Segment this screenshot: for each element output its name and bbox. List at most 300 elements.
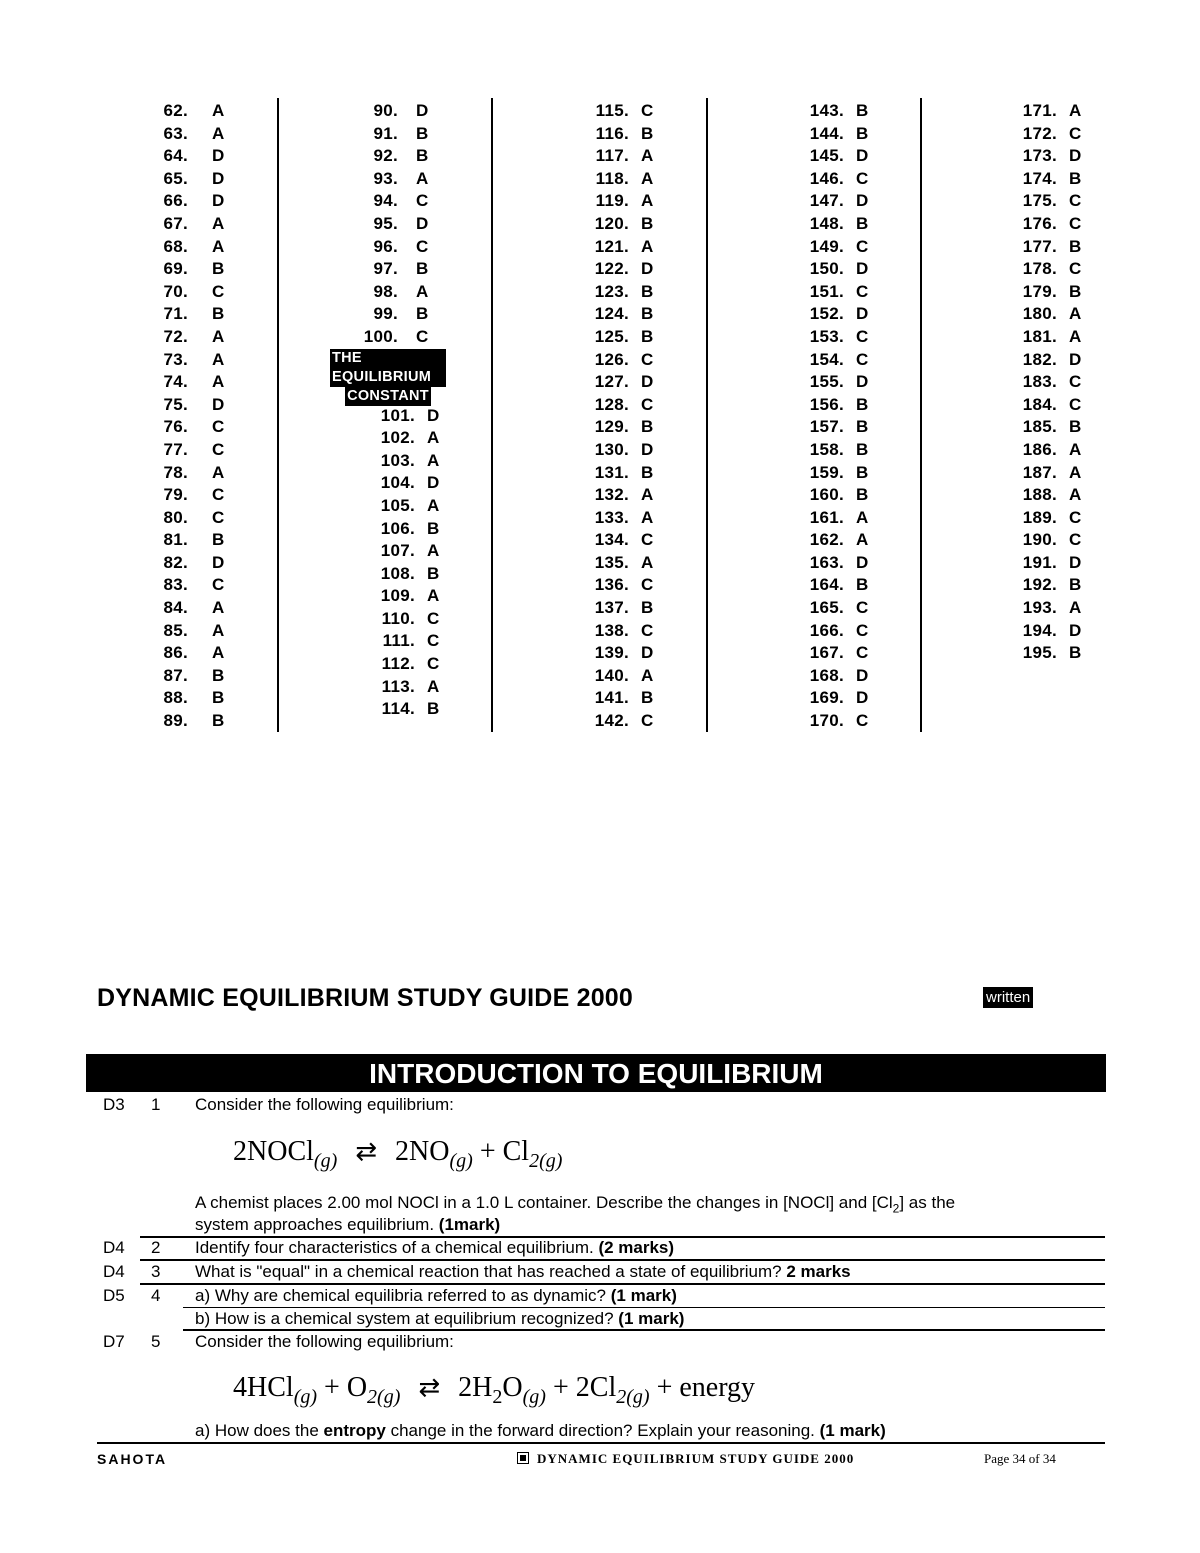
question-number: 135. — [594, 552, 629, 572]
answer-row — [150, 416, 225, 439]
section-heading-line2: CONSTANT — [347, 387, 429, 404]
answer-letter: C — [856, 349, 869, 369]
question-number: 112. — [381, 654, 415, 674]
q3-code: D4 — [103, 1262, 125, 1281]
question-number: 115. — [595, 101, 629, 120]
question-number: 65. — [163, 168, 188, 188]
answer-letter: B — [641, 462, 654, 482]
answer-row — [1013, 303, 1082, 326]
answer-row — [360, 518, 446, 541]
answer-row — [1013, 213, 1082, 236]
question-number: 95. — [373, 213, 398, 233]
question-number: 123. — [594, 281, 629, 301]
answer-row — [800, 665, 869, 688]
answer-row — [1013, 529, 1082, 552]
answer-row — [1013, 642, 1082, 665]
answer-row — [800, 145, 869, 168]
answer-letter: C — [212, 575, 225, 595]
answer-row — [1013, 507, 1082, 530]
question-number: 63. — [163, 123, 188, 143]
answer-row — [1013, 552, 1082, 575]
answer-letter: C — [1069, 530, 1082, 550]
question-number: 85. — [163, 620, 188, 640]
answer-row — [585, 620, 654, 643]
answer-letter: A — [212, 620, 225, 640]
q1-equation: 2NOCl$_{(g)}$ ⇄ $2NO_{(g)} + Cl_{2(g)}$ — [233, 1136, 563, 1172]
question-number: 97. — [373, 259, 398, 279]
question-number: 188. — [1022, 485, 1057, 505]
question-number: 156. — [809, 394, 844, 414]
answer-letter: B — [212, 711, 225, 731]
answer-row — [585, 507, 654, 530]
answer-row — [585, 484, 654, 507]
q5-text: Consider the following equilibrium: — [195, 1332, 454, 1351]
question-number: 81. — [163, 530, 188, 550]
answer-row — [585, 597, 654, 620]
answer-letter: A — [1069, 598, 1082, 618]
answer-row — [360, 281, 446, 304]
answer-row — [800, 462, 869, 485]
answer-letter: D — [856, 146, 869, 166]
answer-row — [360, 608, 446, 631]
question-number: 151. — [809, 281, 844, 301]
answer-row — [585, 326, 654, 349]
answer-letter: C — [427, 654, 440, 674]
column-divider — [491, 98, 493, 732]
answer-letter: D — [856, 552, 869, 572]
answer-letter: C — [641, 394, 654, 414]
answer-row — [1013, 281, 1082, 304]
answer-letter: B — [856, 485, 869, 505]
answer-row — [360, 100, 446, 123]
footer-rule — [97, 1442, 1105, 1444]
question-number: 142. — [594, 711, 629, 731]
answer-letter: A — [856, 530, 869, 550]
question-number: 182. — [1022, 349, 1057, 369]
answer-letter: B — [856, 462, 869, 482]
question-number: 101. — [380, 405, 415, 425]
answer-row — [360, 472, 446, 495]
footer-title: DYNAMIC EQUILIBRIUM STUDY GUIDE 2000 — [517, 1451, 854, 1467]
question-number: 119. — [595, 191, 629, 211]
answer-row — [800, 710, 869, 733]
question-number: 69. — [163, 259, 188, 279]
answer-letter: A — [212, 326, 225, 346]
question-number: 195. — [1022, 643, 1057, 663]
answer-letter: B — [856, 417, 869, 437]
answer-letter: A — [427, 450, 440, 470]
answer-letter: A — [212, 349, 225, 369]
answer-letter: C — [427, 631, 440, 651]
answer-letter: B — [856, 101, 869, 120]
question-number: 121. — [594, 236, 629, 256]
answer-row — [585, 190, 654, 213]
q1-number: 1 — [151, 1095, 161, 1114]
question-number: 161. — [809, 507, 844, 527]
question-number: 67. — [163, 213, 188, 233]
question-number: 177. — [1022, 236, 1057, 256]
answer-row — [150, 484, 225, 507]
answer-row — [1013, 462, 1082, 485]
answer-letter: A — [641, 665, 654, 685]
answer-letter: C — [427, 608, 440, 628]
q4a-text: a) Why are chemical equilibria referred to as dynamic? (1 mark) — [195, 1286, 677, 1305]
answer-row — [585, 123, 654, 146]
answer-column-1 — [150, 100, 225, 733]
question-number: 100. — [363, 326, 398, 346]
answer-row — [360, 123, 446, 146]
answer-letter: D — [212, 191, 225, 211]
question-number: 180. — [1022, 304, 1057, 324]
title-part2: EQUILIBRIUM STUDY GUIDE 2000 — [215, 984, 633, 1012]
answer-row — [360, 540, 446, 563]
answer-row — [800, 574, 869, 597]
question-number: 74. — [163, 372, 188, 392]
answer-letter: C — [641, 530, 654, 550]
answer-letter: B — [641, 688, 654, 708]
answer-letter: C — [856, 598, 869, 618]
answer-row — [360, 190, 446, 213]
answer-row — [150, 236, 225, 259]
answer-row — [360, 653, 446, 676]
q5-equation: $4HCl_{(g)} + O_{2(g)}$ ⇄ $2H_2O_{(g)} + 2Cl_{2(g)}$ + energy — [233, 1372, 756, 1408]
answer-row — [1013, 349, 1082, 372]
answer-letter: B — [1069, 643, 1082, 663]
answer-letter: D — [1069, 620, 1082, 640]
answer-letter: A — [641, 168, 654, 188]
answer-letter: B — [212, 665, 225, 685]
question-number: 191. — [1022, 552, 1057, 572]
question-number: 94. — [373, 191, 398, 211]
answer-letter: A — [427, 586, 440, 606]
answer-row — [150, 665, 225, 688]
answer-letter: A — [1069, 462, 1082, 482]
answer-letter: A — [212, 123, 225, 143]
q4-code: D5 — [103, 1286, 125, 1305]
answer-letter: D — [416, 213, 429, 233]
answer-row — [585, 552, 654, 575]
answer-row — [585, 213, 654, 236]
answer-letter: A — [641, 146, 654, 166]
answer-row — [800, 484, 869, 507]
question-number: 80. — [163, 507, 188, 527]
question-number: 165. — [809, 598, 844, 618]
answer-row — [150, 394, 225, 417]
question-number: 132. — [594, 485, 629, 505]
answer-letter: B — [641, 123, 654, 143]
answer-row — [1013, 394, 1082, 417]
answer-row — [150, 710, 225, 733]
question-number: 90. — [373, 101, 398, 120]
answer-letter: B — [427, 699, 440, 719]
question-number: 152. — [809, 304, 844, 324]
question-number: 110. — [381, 608, 415, 628]
question-number: 109. — [380, 586, 415, 606]
answer-column-2 — [332, 100, 446, 721]
answer-row — [585, 145, 654, 168]
answer-letter: C — [856, 236, 869, 256]
answer-letter: A — [1069, 485, 1082, 505]
question-number: 163. — [809, 552, 844, 572]
q3-number: 3 — [151, 1262, 161, 1281]
question-number: 158. — [809, 439, 844, 459]
question-number: 79. — [163, 485, 188, 505]
answer-row — [360, 495, 446, 518]
q4-number: 4 — [151, 1286, 161, 1305]
answer-letter: B — [641, 281, 654, 301]
answer-row — [800, 529, 869, 552]
answer-row — [585, 687, 654, 710]
answer-row — [150, 168, 225, 191]
answer-letter: D — [641, 439, 654, 459]
answer-row — [360, 326, 446, 349]
q5a-text: a) How does the entropy change in the forward direction? Explain your reasoning. (1 mark) — [195, 1421, 886, 1440]
answer-row — [360, 676, 446, 699]
question-number: 86. — [163, 643, 188, 663]
answer-row — [800, 168, 869, 191]
answer-row — [800, 597, 869, 620]
section-heading-line1: THE EQUILIBRIUM — [330, 349, 446, 387]
answer-letter: D — [856, 665, 869, 685]
answer-row — [1013, 326, 1082, 349]
answer-letter: B — [212, 259, 225, 279]
answer-row — [585, 303, 654, 326]
answer-row — [800, 552, 869, 575]
answer-letter: C — [641, 620, 654, 640]
question-number: 189. — [1022, 507, 1057, 527]
answer-row — [1013, 371, 1082, 394]
answer-row — [1013, 100, 1082, 123]
answer-letter: A — [1069, 304, 1082, 324]
answer-row — [150, 597, 225, 620]
question-number: 160. — [809, 485, 844, 505]
answer-row — [800, 349, 869, 372]
answer-letter: B — [641, 326, 654, 346]
page-number: Page 34 of 34 — [984, 1451, 1056, 1466]
question-number: 170. — [809, 711, 844, 731]
answer-row — [360, 258, 446, 281]
answer-letter: B — [856, 439, 869, 459]
answer-letter: C — [212, 507, 225, 527]
question-number: 68. — [163, 236, 188, 256]
answer-row — [1013, 168, 1082, 191]
answer-row — [800, 236, 869, 259]
answer-letter: C — [856, 643, 869, 663]
question-number: 193. — [1022, 598, 1057, 618]
question-number: 124. — [594, 304, 629, 324]
answer-letter: D — [641, 259, 654, 279]
answer-row — [800, 123, 869, 146]
answer-letter: C — [856, 711, 869, 731]
answer-row — [1013, 574, 1082, 597]
question-number: 93. — [373, 168, 398, 188]
question-number: 187. — [1022, 462, 1057, 482]
answer-row — [800, 642, 869, 665]
answer-letter: C — [856, 326, 869, 346]
q1-description: A chemist places 2.00 mol NOCl in a 1.0 L container. Describe the changes in [NOCl] and $[Cl_2]$ as the — [195, 1193, 956, 1216]
question-number: 66. — [163, 191, 188, 211]
equilibrium-arrow-icon: ⇄ — [418, 1373, 441, 1403]
question-number: 157. — [809, 417, 844, 437]
question-number: 140. — [594, 665, 629, 685]
answer-row — [360, 698, 446, 721]
answer-letter: A — [641, 485, 654, 505]
answer-row — [150, 100, 225, 123]
answer-row — [585, 642, 654, 665]
answer-row — [800, 281, 869, 304]
answer-row — [360, 563, 446, 586]
question-number: 145. — [809, 146, 844, 166]
answer-letter: D — [856, 191, 869, 211]
answer-row — [585, 529, 654, 552]
answer-letter: C — [212, 417, 225, 437]
answer-row — [800, 371, 869, 394]
answer-row — [585, 236, 654, 259]
question-number: 99. — [373, 304, 398, 324]
answer-row — [800, 507, 869, 530]
answer-row — [150, 439, 225, 462]
answer-letter: B — [1069, 575, 1082, 595]
question-number: 72. — [163, 326, 188, 346]
answer-letter: B — [641, 304, 654, 324]
answer-letter: C — [641, 101, 654, 120]
answer-letter: B — [641, 417, 654, 437]
question-number: 186. — [1022, 439, 1057, 459]
q1-description-line2: system approaches equilibrium. (1mark) — [195, 1215, 501, 1234]
question-number: 194. — [1022, 620, 1057, 640]
question-number: 149. — [809, 236, 844, 256]
question-number: 155. — [809, 372, 844, 392]
answer-row — [150, 303, 225, 326]
answer-row — [150, 371, 225, 394]
question-number: 148. — [809, 213, 844, 233]
answer-letter: D — [1069, 552, 1082, 572]
question-number: 73. — [163, 349, 188, 369]
answer-letter: A — [1069, 439, 1082, 459]
question-number: 78. — [163, 462, 188, 482]
q2-code: D4 — [103, 1238, 125, 1257]
question-number: 181. — [1022, 326, 1057, 346]
question-number: 91. — [373, 123, 398, 143]
question-number: 83. — [163, 575, 188, 595]
answer-row — [800, 190, 869, 213]
answer-row — [1013, 439, 1082, 462]
question-number: 114. — [381, 699, 415, 719]
answer-letter: A — [427, 676, 440, 696]
answer-letter: D — [1069, 349, 1082, 369]
answer-row — [150, 258, 225, 281]
answer-letter: D — [212, 552, 225, 572]
question-number: 87. — [163, 665, 188, 685]
question-number: 162. — [809, 530, 844, 550]
question-number: 96. — [373, 236, 398, 256]
answer-row — [800, 303, 869, 326]
question-number: 92. — [373, 146, 398, 166]
question-number: 147. — [809, 191, 844, 211]
q5-code: D7 — [103, 1332, 125, 1351]
answer-letter: D — [856, 304, 869, 324]
answer-letter: A — [212, 598, 225, 618]
question-number: 98. — [373, 281, 398, 301]
question-number: 118. — [595, 168, 629, 188]
question-number: 137. — [594, 598, 629, 618]
question-number: 185. — [1022, 417, 1057, 437]
answer-row — [800, 439, 869, 462]
answer-letter: C — [1069, 394, 1082, 414]
question-number: 62. — [163, 101, 188, 120]
answer-row — [800, 620, 869, 643]
section-heading-equilibrium-constant — [330, 349, 446, 406]
question-number: 164. — [809, 575, 844, 595]
answer-row — [585, 439, 654, 462]
question-number: 71. — [163, 304, 188, 324]
q2-number: 2 — [151, 1238, 161, 1257]
answer-row — [1013, 190, 1082, 213]
answer-letter: B — [416, 123, 429, 143]
question-number: 167. — [809, 643, 844, 663]
question-number: 130. — [594, 439, 629, 459]
answer-letter: B — [1069, 236, 1082, 256]
answer-letter: A — [416, 281, 429, 301]
answer-letter: C — [856, 281, 869, 301]
question-number: 176. — [1022, 213, 1057, 233]
answer-row — [800, 394, 869, 417]
answer-letter: B — [427, 563, 440, 583]
answer-row — [1013, 620, 1082, 643]
question-number: 88. — [163, 688, 188, 708]
answer-letter: A — [212, 236, 225, 256]
question-number: 89. — [163, 711, 188, 731]
question-number: 108. — [380, 563, 415, 583]
answer-row — [360, 236, 446, 259]
question-number: 107. — [380, 541, 415, 561]
question-number: 117. — [595, 146, 629, 166]
intro-banner: INTRODUCTION TO EQUILIBRIUM — [86, 1054, 1106, 1092]
answer-letter: B — [1069, 168, 1082, 188]
answer-letter: D — [856, 688, 869, 708]
answer-letter: C — [212, 439, 225, 459]
question-number: 174. — [1022, 168, 1057, 188]
answer-letter: B — [641, 598, 654, 618]
ballot-box-icon — [517, 1452, 529, 1464]
question-number: 127. — [594, 372, 629, 392]
equilibrium-arrow-icon: ⇄ — [355, 1137, 378, 1167]
question-number: 143. — [809, 101, 844, 120]
question-number: 76. — [163, 417, 188, 437]
question-number: 141. — [594, 688, 629, 708]
answer-row — [150, 642, 225, 665]
answer-row — [360, 145, 446, 168]
question-number: 122. — [594, 259, 629, 279]
answer-row — [360, 405, 446, 428]
question-number: 111. — [382, 631, 415, 651]
answer-row — [585, 665, 654, 688]
answer-column-4 — [800, 100, 869, 733]
q2-text: Identify four characteristics of a chemical equilibrium. (2 marks) — [195, 1238, 675, 1257]
answer-row — [585, 710, 654, 733]
answer-row — [360, 303, 446, 326]
answer-letter: B — [1069, 417, 1082, 437]
question-number: 139. — [594, 643, 629, 663]
answer-column-3 — [585, 100, 654, 733]
answer-letter: C — [1069, 213, 1082, 233]
answer-letter: A — [212, 213, 225, 233]
answer-letter: D — [641, 372, 654, 392]
answer-row — [150, 462, 225, 485]
question-number: 75. — [163, 394, 188, 414]
answer-row — [150, 529, 225, 552]
answer-row — [150, 349, 225, 372]
